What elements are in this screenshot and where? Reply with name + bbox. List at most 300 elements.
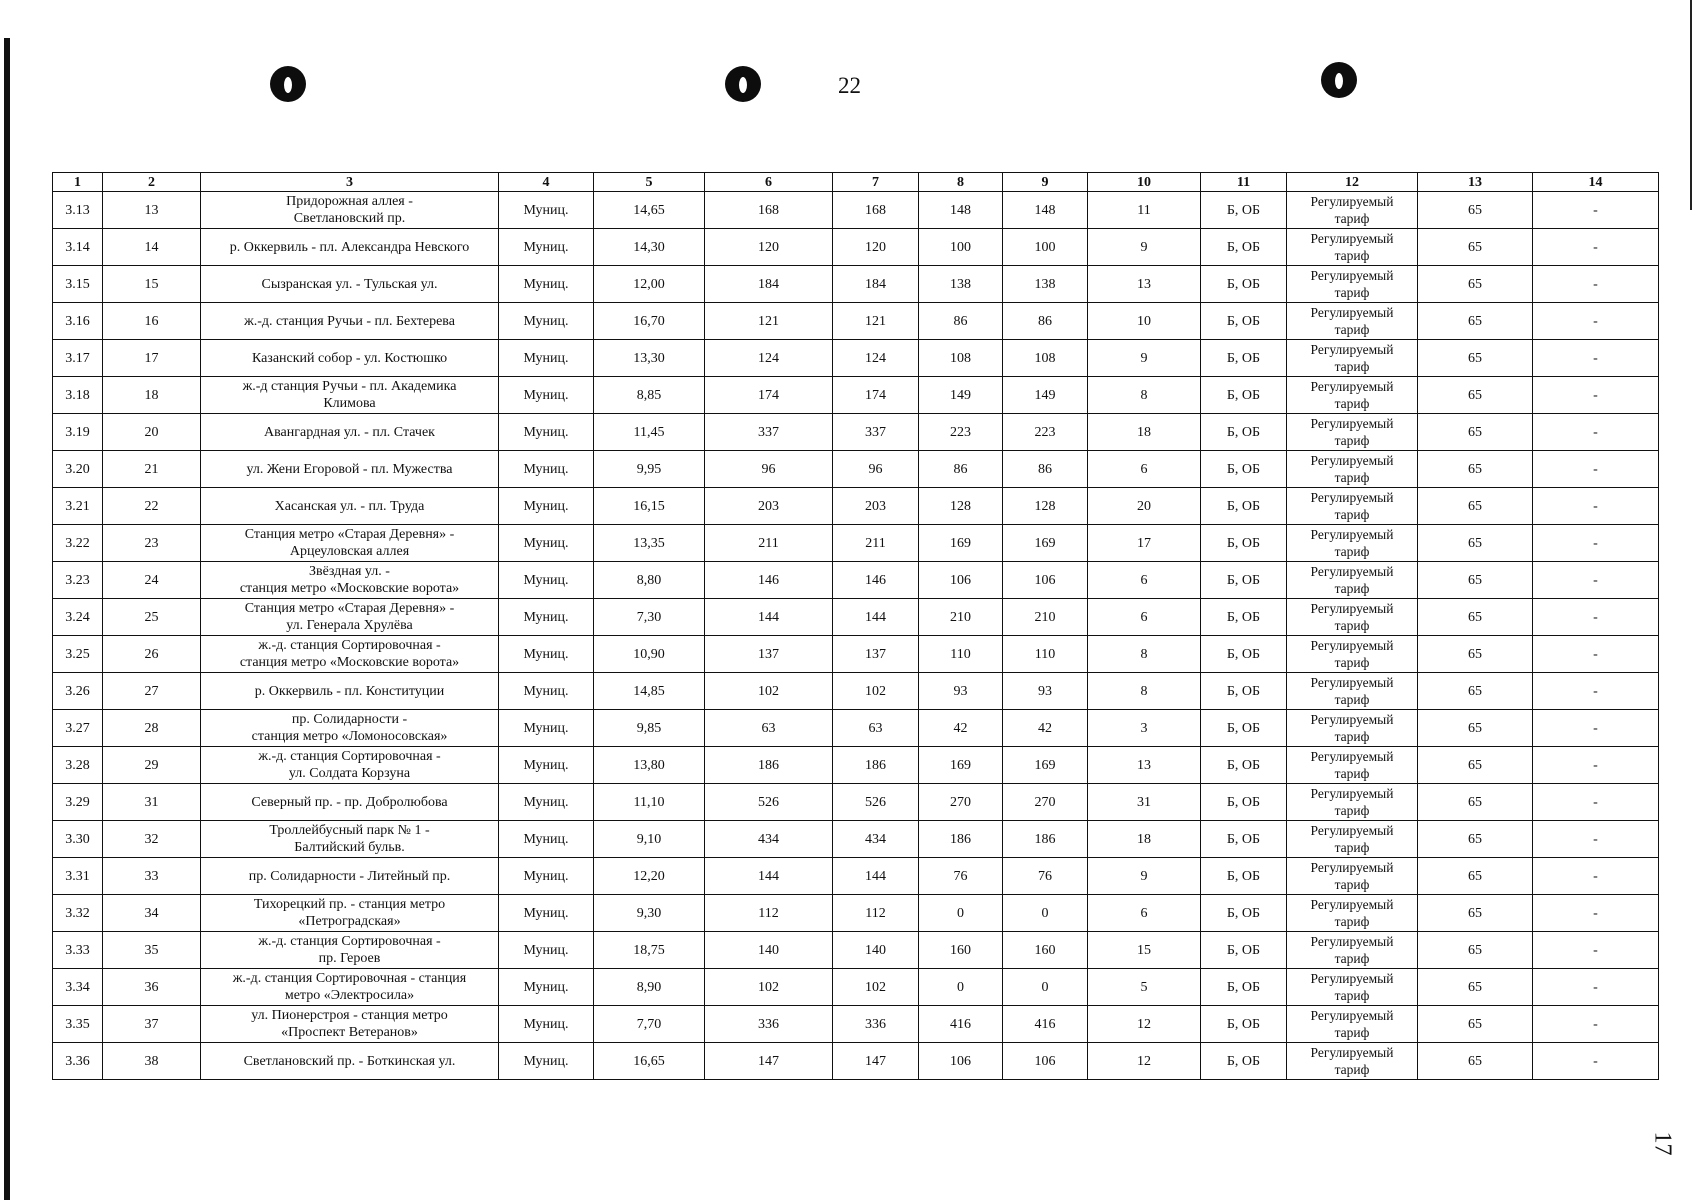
route-length-cell: 13,30 xyxy=(594,340,705,377)
route-name-cell: Казанский собор - ул. Костюшко xyxy=(201,340,499,377)
tariff-type-cell: Регулируемый тариф xyxy=(1287,488,1418,525)
vehicles-col8-cell: 86 xyxy=(919,303,1003,340)
table-row xyxy=(53,784,1659,821)
fare-cell: 65 xyxy=(1418,599,1533,636)
vehicles-col8-cell: 138 xyxy=(919,266,1003,303)
tariff-type-cell: Регулируемый тариф xyxy=(1287,710,1418,747)
row-number-cell: 3.15 xyxy=(53,266,103,303)
note-cell: - xyxy=(1533,340,1659,377)
vehicles-col6-cell: 211 xyxy=(705,525,833,562)
route-length-cell: 9,95 xyxy=(594,451,705,488)
table-row xyxy=(53,488,1659,525)
row-number-cell: 3.13 xyxy=(53,192,103,229)
punch-hole-icon xyxy=(1321,62,1357,98)
note-cell: - xyxy=(1533,747,1659,784)
vehicles-col8-cell: 148 xyxy=(919,192,1003,229)
tariff-type-cell: Регулируемый тариф xyxy=(1287,932,1418,969)
column-number-row xyxy=(53,173,1659,192)
vehicles-col7-cell: 337 xyxy=(833,414,919,451)
table-row xyxy=(53,599,1659,636)
row-number-cell: 3.31 xyxy=(53,858,103,895)
vehicle-class-cell: Б, ОБ xyxy=(1201,1043,1287,1080)
note-cell: - xyxy=(1533,1043,1659,1080)
vehicles-col7-cell: 63 xyxy=(833,710,919,747)
route-name-cell: Троллейбусный парк № 1 - Балтийский бульв. xyxy=(201,821,499,858)
table-row xyxy=(53,858,1659,895)
route-type-cell: Муниц. xyxy=(499,192,594,229)
interval-cell: 9 xyxy=(1088,340,1201,377)
vehicle-class-cell: Б, ОБ xyxy=(1201,858,1287,895)
vehicle-class-cell: Б, ОБ xyxy=(1201,673,1287,710)
vehicles-col7-cell: 144 xyxy=(833,599,919,636)
binder-edge xyxy=(4,38,10,1200)
row-number-cell: 3.21 xyxy=(53,488,103,525)
vehicle-class-cell: Б, ОБ xyxy=(1201,414,1287,451)
route-number-cell: 29 xyxy=(103,747,201,784)
row-number-cell: 3.28 xyxy=(53,747,103,784)
route-number-cell: 31 xyxy=(103,784,201,821)
punch-hole-icon xyxy=(725,66,761,102)
note-cell: - xyxy=(1533,525,1659,562)
route-name-cell: пр. Солидарности - станция метро «Ломоносовская» xyxy=(201,710,499,747)
vehicles-col7-cell: 144 xyxy=(833,858,919,895)
vehicles-col7-cell: 174 xyxy=(833,377,919,414)
fare-cell: 65 xyxy=(1418,451,1533,488)
vehicles-col7-cell: 203 xyxy=(833,488,919,525)
vehicles-col9-cell: 42 xyxy=(1003,710,1088,747)
column-header: 13 xyxy=(1418,173,1533,192)
route-length-cell: 7,30 xyxy=(594,599,705,636)
tariff-type-cell: Регулируемый тариф xyxy=(1287,266,1418,303)
route-number-cell: 32 xyxy=(103,821,201,858)
note-cell: - xyxy=(1533,895,1659,932)
interval-cell: 6 xyxy=(1088,451,1201,488)
vehicles-col6-cell: 526 xyxy=(705,784,833,821)
vehicles-col9-cell: 0 xyxy=(1003,895,1088,932)
column-header: 14 xyxy=(1533,173,1659,192)
interval-cell: 12 xyxy=(1088,1043,1201,1080)
route-name-cell: Сызранская ул. - Тульская ул. xyxy=(201,266,499,303)
note-cell: - xyxy=(1533,784,1659,821)
vehicles-col9-cell: 108 xyxy=(1003,340,1088,377)
vehicles-col6-cell: 184 xyxy=(705,266,833,303)
column-header: 10 xyxy=(1088,173,1201,192)
route-type-cell: Муниц. xyxy=(499,377,594,414)
row-number-cell: 3.18 xyxy=(53,377,103,414)
fare-cell: 65 xyxy=(1418,895,1533,932)
route-name-cell: ул. Жени Егоровой - пл. Мужества xyxy=(201,451,499,488)
route-type-cell: Муниц. xyxy=(499,266,594,303)
vehicles-col9-cell: 169 xyxy=(1003,525,1088,562)
interval-cell: 10 xyxy=(1088,303,1201,340)
route-name-cell: Станция метро «Старая Деревня» - Арцеуловская аллея xyxy=(201,525,499,562)
route-number-cell: 21 xyxy=(103,451,201,488)
route-number-cell: 24 xyxy=(103,562,201,599)
interval-cell: 18 xyxy=(1088,821,1201,858)
fare-cell: 65 xyxy=(1418,1043,1533,1080)
route-length-cell: 16,65 xyxy=(594,1043,705,1080)
page-number: 22 xyxy=(838,73,861,98)
vehicles-col6-cell: 96 xyxy=(705,451,833,488)
interval-cell: 12 xyxy=(1088,1006,1201,1043)
vehicles-col6-cell: 336 xyxy=(705,1006,833,1043)
table-row xyxy=(53,1043,1659,1080)
route-name-cell: ж.-д. станция Сортировочная - станция метро «Московские ворота» xyxy=(201,636,499,673)
tariff-type-cell: Регулируемый тариф xyxy=(1287,821,1418,858)
vehicles-col7-cell: 434 xyxy=(833,821,919,858)
vehicles-col9-cell: 86 xyxy=(1003,451,1088,488)
vehicles-col8-cell: 416 xyxy=(919,1006,1003,1043)
tariff-type-cell: Регулируемый тариф xyxy=(1287,303,1418,340)
vehicles-col6-cell: 146 xyxy=(705,562,833,599)
route-length-cell: 9,10 xyxy=(594,821,705,858)
table-row xyxy=(53,1006,1659,1043)
row-number-cell: 3.25 xyxy=(53,636,103,673)
tariff-type-cell: Регулируемый тариф xyxy=(1287,340,1418,377)
route-type-cell: Муниц. xyxy=(499,932,594,969)
vehicles-col7-cell: 102 xyxy=(833,969,919,1006)
page-edge xyxy=(1690,0,1692,210)
vehicles-col7-cell: 336 xyxy=(833,1006,919,1043)
vehicles-col6-cell: 203 xyxy=(705,488,833,525)
column-header: 1 xyxy=(53,173,103,192)
vehicles-col9-cell: 223 xyxy=(1003,414,1088,451)
fare-cell: 65 xyxy=(1418,636,1533,673)
route-name-cell: Авангардная ул. - пл. Стачек xyxy=(201,414,499,451)
note-cell: - xyxy=(1533,969,1659,1006)
route-type-cell: Муниц. xyxy=(499,562,594,599)
vehicle-class-cell: Б, ОБ xyxy=(1201,895,1287,932)
route-length-cell: 13,35 xyxy=(594,525,705,562)
route-type-cell: Муниц. xyxy=(499,673,594,710)
vehicles-col7-cell: 526 xyxy=(833,784,919,821)
vehicles-col8-cell: 86 xyxy=(919,451,1003,488)
route-length-cell: 11,45 xyxy=(594,414,705,451)
route-type-cell: Муниц. xyxy=(499,636,594,673)
vehicles-col7-cell: 112 xyxy=(833,895,919,932)
column-header: 12 xyxy=(1287,173,1418,192)
vehicles-col6-cell: 174 xyxy=(705,377,833,414)
route-length-cell: 8,80 xyxy=(594,562,705,599)
fare-cell: 65 xyxy=(1418,932,1533,969)
route-type-cell: Муниц. xyxy=(499,1043,594,1080)
route-name-cell: Станция метро «Старая Деревня» - ул. Генерала Хрулёва xyxy=(201,599,499,636)
tariff-type-cell: Регулируемый тариф xyxy=(1287,192,1418,229)
punch-hole-icon xyxy=(270,66,306,102)
vehicles-col7-cell: 102 xyxy=(833,673,919,710)
vehicles-col7-cell: 121 xyxy=(833,303,919,340)
table-row xyxy=(53,451,1659,488)
vehicle-class-cell: Б, ОБ xyxy=(1201,229,1287,266)
vehicles-col7-cell: 120 xyxy=(833,229,919,266)
interval-cell: 6 xyxy=(1088,599,1201,636)
route-number-cell: 38 xyxy=(103,1043,201,1080)
vehicles-col8-cell: 160 xyxy=(919,932,1003,969)
vehicles-col6-cell: 102 xyxy=(705,969,833,1006)
route-type-cell: Муниц. xyxy=(499,1006,594,1043)
vehicles-col8-cell: 106 xyxy=(919,1043,1003,1080)
vehicles-col7-cell: 147 xyxy=(833,1043,919,1080)
tariff-type-cell: Регулируемый тариф xyxy=(1287,525,1418,562)
route-type-cell: Муниц. xyxy=(499,858,594,895)
vehicles-col8-cell: 108 xyxy=(919,340,1003,377)
interval-cell: 9 xyxy=(1088,229,1201,266)
table-row xyxy=(53,969,1659,1006)
fare-cell: 65 xyxy=(1418,377,1533,414)
route-length-cell: 16,70 xyxy=(594,303,705,340)
route-length-cell: 13,80 xyxy=(594,747,705,784)
vehicles-col7-cell: 140 xyxy=(833,932,919,969)
vehicles-col6-cell: 144 xyxy=(705,599,833,636)
interval-cell: 5 xyxy=(1088,969,1201,1006)
route-name-cell: р. Оккервиль - пл. Александра Невского xyxy=(201,229,499,266)
route-length-cell: 8,90 xyxy=(594,969,705,1006)
vehicles-col8-cell: 270 xyxy=(919,784,1003,821)
route-length-cell: 9,85 xyxy=(594,710,705,747)
vehicle-class-cell: Б, ОБ xyxy=(1201,821,1287,858)
table-row xyxy=(53,821,1659,858)
route-name-cell: пр. Солидарности - Литейный пр. xyxy=(201,858,499,895)
fare-cell: 65 xyxy=(1418,969,1533,1006)
fare-cell: 65 xyxy=(1418,340,1533,377)
interval-cell: 8 xyxy=(1088,636,1201,673)
vehicles-col8-cell: 223 xyxy=(919,414,1003,451)
fare-cell: 65 xyxy=(1418,710,1533,747)
tariff-type-cell: Регулируемый тариф xyxy=(1287,451,1418,488)
row-number-cell: 3.32 xyxy=(53,895,103,932)
vehicles-col9-cell: 76 xyxy=(1003,858,1088,895)
vehicles-col7-cell: 168 xyxy=(833,192,919,229)
vehicles-col9-cell: 110 xyxy=(1003,636,1088,673)
route-length-cell: 14,30 xyxy=(594,229,705,266)
vehicles-col8-cell: 106 xyxy=(919,562,1003,599)
interval-cell: 20 xyxy=(1088,488,1201,525)
column-header: 2 xyxy=(103,173,201,192)
route-length-cell: 9,30 xyxy=(594,895,705,932)
fare-cell: 65 xyxy=(1418,488,1533,525)
table-row xyxy=(53,229,1659,266)
vehicle-class-cell: Б, ОБ xyxy=(1201,710,1287,747)
fare-cell: 65 xyxy=(1418,1006,1533,1043)
table-row xyxy=(53,266,1659,303)
vehicles-col8-cell: 76 xyxy=(919,858,1003,895)
vehicles-col8-cell: 128 xyxy=(919,488,1003,525)
tariff-type-cell: Регулируемый тариф xyxy=(1287,599,1418,636)
column-header: 7 xyxy=(833,173,919,192)
vehicle-class-cell: Б, ОБ xyxy=(1201,525,1287,562)
vehicle-class-cell: Б, ОБ xyxy=(1201,451,1287,488)
vehicles-col6-cell: 147 xyxy=(705,1043,833,1080)
fare-cell: 65 xyxy=(1418,192,1533,229)
route-length-cell: 14,85 xyxy=(594,673,705,710)
route-name-cell: Хасанская ул. - пл. Труда xyxy=(201,488,499,525)
note-cell: - xyxy=(1533,821,1659,858)
route-number-cell: 35 xyxy=(103,932,201,969)
vehicle-class-cell: Б, ОБ xyxy=(1201,192,1287,229)
note-cell: - xyxy=(1533,710,1659,747)
route-length-cell: 10,90 xyxy=(594,636,705,673)
fare-cell: 65 xyxy=(1418,229,1533,266)
vehicles-col8-cell: 110 xyxy=(919,636,1003,673)
vehicles-col7-cell: 124 xyxy=(833,340,919,377)
interval-cell: 6 xyxy=(1088,895,1201,932)
vehicle-class-cell: Б, ОБ xyxy=(1201,488,1287,525)
table-row xyxy=(53,414,1659,451)
row-number-cell: 3.24 xyxy=(53,599,103,636)
vehicles-col9-cell: 149 xyxy=(1003,377,1088,414)
vehicle-class-cell: Б, ОБ xyxy=(1201,303,1287,340)
interval-cell: 13 xyxy=(1088,266,1201,303)
vehicles-col6-cell: 120 xyxy=(705,229,833,266)
vehicles-col9-cell: 86 xyxy=(1003,303,1088,340)
row-number-cell: 3.29 xyxy=(53,784,103,821)
table-row xyxy=(53,192,1659,229)
vehicles-col9-cell: 106 xyxy=(1003,562,1088,599)
tariff-type-cell: Регулируемый тариф xyxy=(1287,377,1418,414)
vehicles-col6-cell: 140 xyxy=(705,932,833,969)
route-number-cell: 15 xyxy=(103,266,201,303)
row-number-cell: 3.19 xyxy=(53,414,103,451)
table-row xyxy=(53,303,1659,340)
row-number-cell: 3.30 xyxy=(53,821,103,858)
route-length-cell: 18,75 xyxy=(594,932,705,969)
vehicles-col9-cell: 148 xyxy=(1003,192,1088,229)
vehicles-col6-cell: 102 xyxy=(705,673,833,710)
route-name-cell: ж.-д. станция Ручьи - пл. Бехтерева xyxy=(201,303,499,340)
route-name-cell: Светлановский пр. - Боткинская ул. xyxy=(201,1043,499,1080)
route-length-cell: 8,85 xyxy=(594,377,705,414)
vehicles-col9-cell: 270 xyxy=(1003,784,1088,821)
table-row xyxy=(53,636,1659,673)
route-name-cell: Звёздная ул. - станция метро «Московские ворота» xyxy=(201,562,499,599)
column-header: 11 xyxy=(1201,173,1287,192)
route-name-cell: Тихорецкий пр. - станция метро «Петроградская» xyxy=(201,895,499,932)
interval-cell: 31 xyxy=(1088,784,1201,821)
vehicles-col9-cell: 138 xyxy=(1003,266,1088,303)
vehicles-col8-cell: 0 xyxy=(919,895,1003,932)
row-number-cell: 3.23 xyxy=(53,562,103,599)
note-cell: - xyxy=(1533,858,1659,895)
route-number-cell: 14 xyxy=(103,229,201,266)
vehicle-class-cell: Б, ОБ xyxy=(1201,377,1287,414)
note-cell: - xyxy=(1533,451,1659,488)
vehicles-col6-cell: 121 xyxy=(705,303,833,340)
note-cell: - xyxy=(1533,673,1659,710)
vehicles-col9-cell: 100 xyxy=(1003,229,1088,266)
tariff-type-cell: Регулируемый тариф xyxy=(1287,562,1418,599)
route-name-cell: ул. Пионерстроя - станция метро «Проспект Ветеранов» xyxy=(201,1006,499,1043)
route-length-cell: 14,65 xyxy=(594,192,705,229)
fare-cell: 65 xyxy=(1418,266,1533,303)
route-number-cell: 25 xyxy=(103,599,201,636)
vehicles-col8-cell: 93 xyxy=(919,673,1003,710)
route-number-cell: 28 xyxy=(103,710,201,747)
row-number-cell: 3.35 xyxy=(53,1006,103,1043)
row-number-cell: 3.33 xyxy=(53,932,103,969)
route-length-cell: 16,15 xyxy=(594,488,705,525)
vehicles-col8-cell: 169 xyxy=(919,525,1003,562)
interval-cell: 11 xyxy=(1088,192,1201,229)
interval-cell: 17 xyxy=(1088,525,1201,562)
row-number-cell: 3.36 xyxy=(53,1043,103,1080)
route-type-cell: Муниц. xyxy=(499,821,594,858)
row-number-cell: 3.27 xyxy=(53,710,103,747)
route-number-cell: 17 xyxy=(103,340,201,377)
vehicles-col6-cell: 434 xyxy=(705,821,833,858)
interval-cell: 6 xyxy=(1088,562,1201,599)
vehicles-col7-cell: 146 xyxy=(833,562,919,599)
note-cell: - xyxy=(1533,266,1659,303)
column-header: 9 xyxy=(1003,173,1088,192)
interval-cell: 8 xyxy=(1088,673,1201,710)
tariff-type-cell: Регулируемый тариф xyxy=(1287,1043,1418,1080)
table-row xyxy=(53,932,1659,969)
column-header: 5 xyxy=(594,173,705,192)
route-number-cell: 33 xyxy=(103,858,201,895)
vehicles-col7-cell: 96 xyxy=(833,451,919,488)
tariff-type-cell: Регулируемый тариф xyxy=(1287,636,1418,673)
vehicle-class-cell: Б, ОБ xyxy=(1201,747,1287,784)
row-number-cell: 3.26 xyxy=(53,673,103,710)
column-header: 3 xyxy=(201,173,499,192)
route-number-cell: 37 xyxy=(103,1006,201,1043)
vehicle-class-cell: Б, ОБ xyxy=(1201,969,1287,1006)
vehicle-class-cell: Б, ОБ xyxy=(1201,340,1287,377)
route-type-cell: Муниц. xyxy=(499,451,594,488)
vehicles-col8-cell: 0 xyxy=(919,969,1003,1006)
interval-cell: 8 xyxy=(1088,377,1201,414)
vehicles-col7-cell: 184 xyxy=(833,266,919,303)
fare-cell: 65 xyxy=(1418,858,1533,895)
fare-cell: 65 xyxy=(1418,673,1533,710)
route-type-cell: Муниц. xyxy=(499,784,594,821)
interval-cell: 18 xyxy=(1088,414,1201,451)
route-name-cell: Северный пр. - пр. Добролюбова xyxy=(201,784,499,821)
vehicles-col6-cell: 63 xyxy=(705,710,833,747)
vehicles-col6-cell: 186 xyxy=(705,747,833,784)
row-number-cell: 3.14 xyxy=(53,229,103,266)
note-cell: - xyxy=(1533,932,1659,969)
route-type-cell: Муниц. xyxy=(499,747,594,784)
interval-cell: 13 xyxy=(1088,747,1201,784)
note-cell: - xyxy=(1533,192,1659,229)
route-number-cell: 26 xyxy=(103,636,201,673)
vehicles-col9-cell: 160 xyxy=(1003,932,1088,969)
route-name-cell: ж.-д станция Ручьи - пл. Академика Климова xyxy=(201,377,499,414)
route-type-cell: Муниц. xyxy=(499,599,594,636)
route-type-cell: Муниц. xyxy=(499,969,594,1006)
tariff-type-cell: Регулируемый тариф xyxy=(1287,673,1418,710)
vehicles-col9-cell: 416 xyxy=(1003,1006,1088,1043)
column-header: 6 xyxy=(705,173,833,192)
vehicle-class-cell: Б, ОБ xyxy=(1201,932,1287,969)
vehicles-col9-cell: 0 xyxy=(1003,969,1088,1006)
note-cell: - xyxy=(1533,636,1659,673)
route-name-cell: ж.-д. станция Сортировочная - станция метро «Электросила» xyxy=(201,969,499,1006)
tariff-type-cell: Регулируемый тариф xyxy=(1287,1006,1418,1043)
vehicles-col7-cell: 186 xyxy=(833,747,919,784)
fare-cell: 65 xyxy=(1418,525,1533,562)
handwritten-page-number: 17 xyxy=(1649,1131,1676,1156)
note-cell: - xyxy=(1533,488,1659,525)
route-length-cell: 7,70 xyxy=(594,1006,705,1043)
fare-cell: 65 xyxy=(1418,747,1533,784)
route-type-cell: Муниц. xyxy=(499,229,594,266)
table-row xyxy=(53,673,1659,710)
row-number-cell: 3.22 xyxy=(53,525,103,562)
fare-cell: 65 xyxy=(1418,784,1533,821)
route-name-cell: Придорожная аллея - Светлановский пр. xyxy=(201,192,499,229)
